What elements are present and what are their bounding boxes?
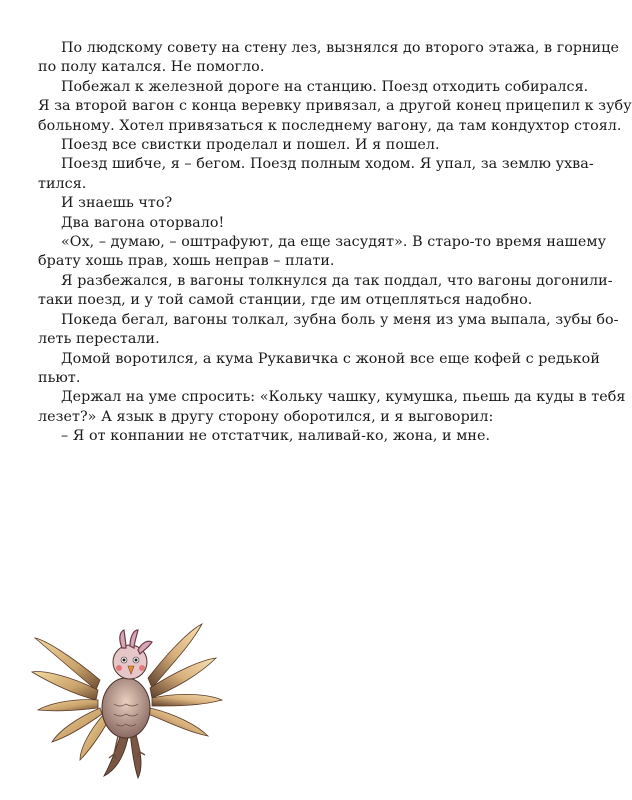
- text-line: по полу катался. Не помогло.: [38, 59, 265, 76]
- text-line: лезет?» А язык в другу сторону оборотился, и я выговорил:: [38, 408, 494, 425]
- text-line: леть перестали.: [38, 331, 160, 348]
- text-line: По людскому совету на стену лез, вызнялся до второго этажа, в горнице: [61, 40, 620, 56]
- text-line: Держал на уме спросить: «Кольку чашку, кумушка, пьешь да куды в тебя: [61, 389, 626, 406]
- paragraph: [61, 136, 570, 155]
- bird-illustration-icon: [30, 600, 230, 785]
- text-line: больному. Хотел привязаться к последнему вагону, да там кондухтор стоял.: [38, 117, 622, 134]
- left-wing: [32, 638, 110, 760]
- text-line: брату хошь прав, хошь неправ – плати.: [38, 253, 335, 270]
- text-line: Поезд шибче, я – бегом. Поезд полным ходом. Я упал, за землю ухва-: [61, 156, 594, 173]
- right-wing: [148, 624, 222, 736]
- paragraph: [38, 388, 626, 427]
- text-line: Покеда бегал, вагоны толкал, зубна боль у меня из ума выпала, зубы бо-: [61, 311, 619, 328]
- paragraph: [38, 78, 632, 136]
- text-line: Домой воротился, а кума Рукавичка с жоной все еще кофей с редькой: [61, 350, 600, 367]
- paragraph: [38, 155, 594, 194]
- paragraph: [38, 272, 613, 311]
- paragraph: [61, 194, 570, 213]
- text-line: И знаешь что?: [61, 195, 173, 212]
- paragraph: [61, 214, 570, 233]
- text-line: Я разбежался, в вагоны толкнулся да так поддал, что вагоны догонили-: [61, 272, 613, 289]
- text-line: Побежал к железной дороге на станцию. Поезд отходить собирался.: [61, 78, 589, 95]
- text-line: Два вагона оторвало!: [61, 214, 225, 231]
- paragraph: [38, 350, 600, 389]
- text-line: тился.: [38, 175, 87, 192]
- paragraph: [38, 311, 619, 350]
- text-line: пьют.: [38, 369, 81, 386]
- text-line: «Ох, – думаю, – оштрафуют, да еще засудят». В старо-то время нашему: [61, 234, 607, 251]
- text-line: таки поезд, и у той самой станции, где им отцепляться надобно.: [38, 292, 533, 309]
- story-text: [38, 39, 632, 447]
- paragraph: [38, 39, 620, 78]
- paragraph: [38, 233, 607, 272]
- paragraph: [61, 427, 570, 446]
- text-line: Я за второй вагон с конца веревку привязал, а другой конец прицепил к зубу: [38, 98, 632, 115]
- text-line: – Я от конпании не отстатчик, наливай-ко, жона, и мне.: [61, 428, 491, 445]
- text-line: Поезд все свистки проделал и пошел. И я пошел.: [61, 137, 440, 154]
